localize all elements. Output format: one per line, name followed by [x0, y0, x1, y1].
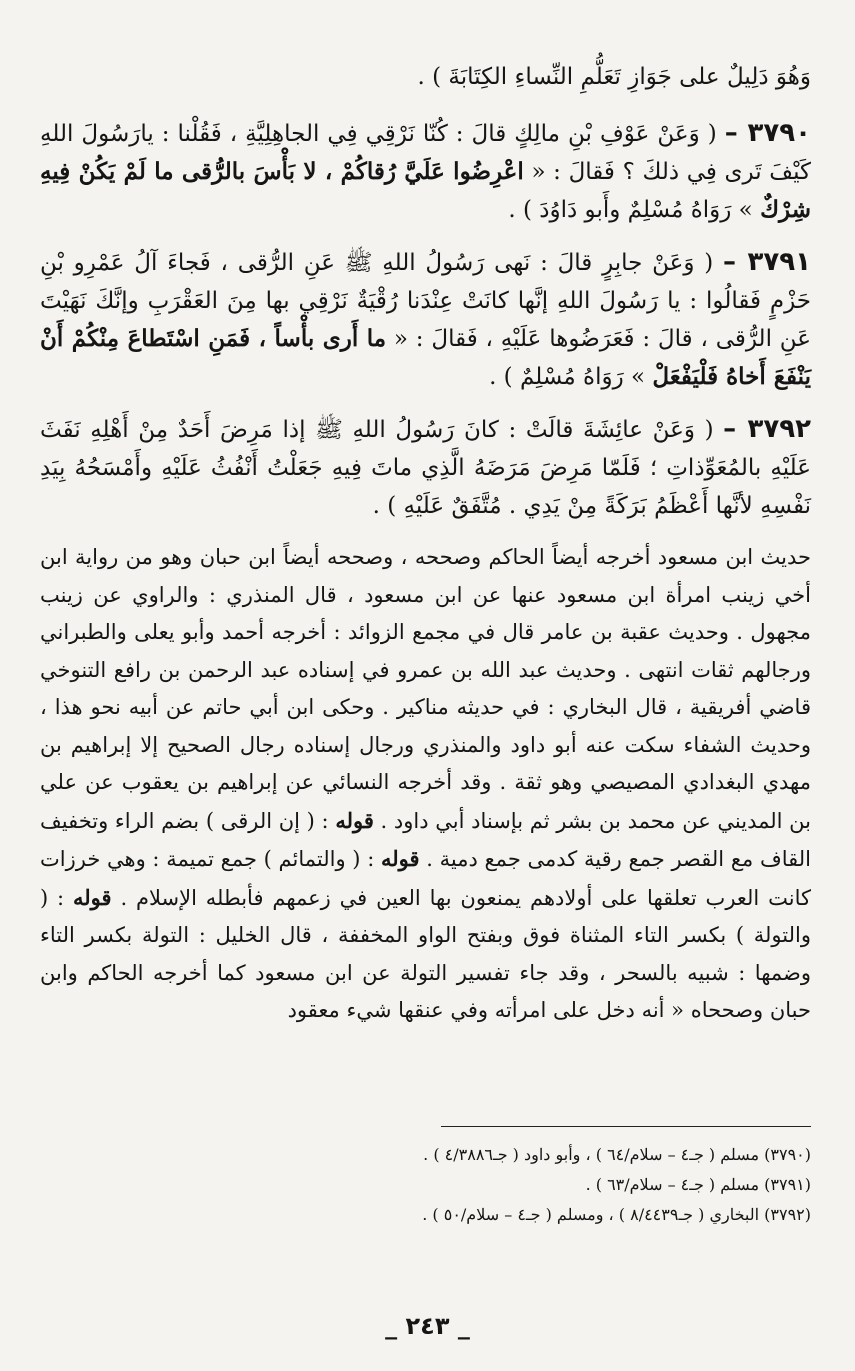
hadith-text: ( وَعَنْ عائِشَةَ قالَتْ : كانَ رَسُولُ اللهِ ﷺ إذا مَرِضَ أَحَدٌ مِنْ أَهْلِهِ نَفَثَ عَلَيْهِ بالمُعَوِّذاتِ ؛ فَلَمّا مَرِضَ مَرَضَهُ الَّذِي ماتَ فِيهِ جَعَلْتُ أَنْفُثُ عَلَيْهِ وأَمْسَحُهُ بِيَدِ نَفْسِهِ لأنَّها أَعْظَمُ بَرَكَةً مِنْ يَدِي . مُتَّفَقٌ عَلَيْهِ ) . — [40, 417, 811, 519]
hadith-number: ٣٧٩٢ – — [723, 414, 811, 444]
qawluhu-label: قوله — [380, 846, 420, 871]
hadith-source: » رَوَاهُ مُسْلِمٌ ) . — [489, 364, 646, 390]
footnotes — [271, 1140, 811, 1230]
hadith-text: ( وَعَنْ عَوْفِ بْنِ مالِكٍ قالَ : كُنّا نَرْقِي فِي الجاهِلِيَّةِ ، فَقُلْنا : يارَسُولَ اللهِ كَيْفَ تَرى فِي ذلكَ ؟ فَقالَ : « — [40, 121, 811, 185]
commentary-text: : ( والتولة ) بكسر التاء المثناة فوق وبفتح الواو المخففة ، قال الخليل : التولة بكسر التاء وضمها : شبيه بالسحر ، وقد جاء تفسير التولة عن ابن مسعود كما أخرجه الحاكم وابن حبان وصححاه « أنه دخل على امرأته وفي عنقها شيء معقود — [40, 885, 811, 1022]
hadith-source: » رَوَاهُ مُسْلِمٌ وأَبو دَاوُدَ ) . — [508, 197, 753, 223]
hadith-quote: اعْرِضُوا عَلَيَّ رُقاكُمْ ، لا بَأْسَ بالرُّقى ما لَمْ يَكُنْ فِيهِ شِرْكٌ — [40, 158, 811, 223]
footnote: (٣٧٩٢) البخاري ( جـ٨/٤٤٣٩ ) ، ومسلم ( جـ٤ – سلام/٥٠ ) . — [422, 1205, 811, 1224]
hadith-text: ( وَعَنْ جابِرٍ قالَ : نَهى رَسُولُ اللهِ ﷺ عَنِ الرُّقى ، فَجاءَ آلُ عَمْرِو بْنِ حَزْمٍ فَقالُوا : يا رَسُولَ اللهِ إنَّها كانَتْ عِنْدَنا رُقْيَةٌ نَرْقِي بها مِنَ العَقْرَبِ وإنَّكَ نَهَيْتَ عَنِ الرُّقى ، قالَ : فَعَرَضُوها عَلَيْهِ ، فَقالَ : « — [40, 250, 812, 352]
footnote: (٣٧٩١) مسلم ( جـ٤ – سلام/٦٣ ) . — [585, 1175, 811, 1194]
hadith-quote: ما أَرى بأْساً ، فَمَنِ اسْتَطاعَ مِنْكُمْ أَنْ يَنْفَعَ أَخاهُ فَلْيَفْعَلْ — [40, 325, 811, 390]
hadith-number: ٣٧٩٠ – — [724, 118, 811, 148]
commentary-text: حديث ابن مسعود أخرجه أيضاً الحاكم وصححه ، وصححه أيضاً ابن حبان وهو من رواية ابن أخي زينب امرأة ابن مسعود عنها عن ابن مسعود ، قال المنذري : والراوي عن زينب مجهول . وحديث عقبة بن عامر قال في مجمع الزوائد : أخرجه أحمد وأبو يعلى والطبراني ورجالهم ثقات انتهى . وحديث عبد الله بن عمرو في إسناده عبد الرحمن بن رافع التنوخي قاضي أفريقية ، قال البخاري : في حديثه مناكير . وحكى ابن أبي حاتم عن أبيه نحو هذا ، وحديث الشفاء سكت عنه أبو داود والمنذري ورجال إسناده رجال الصحيح إلا إبراهيم بن مهدي البغدادي المصيصي وهو ثقة . وقد أخرجه النسائي عن إبراهيم بن يعقوب عن علي بن المديني عن محمد بن بشر ثم بإسناد أبي داود . — [40, 545, 811, 833]
hadith-3790 — [40, 114, 811, 229]
commentary — [40, 539, 811, 1030]
qawluhu-label: قوله — [73, 884, 112, 910]
hadith-3792 — [40, 410, 811, 525]
hadith-3791 — [40, 243, 811, 396]
commentary-text: : ( والتمائم ) جمع تميمة : وهي خرزات كانت العرب تعلقها على أولادهم يمنعون بها العين في زعمهم فأبطله الإسلام . — [40, 847, 811, 910]
commentary-paragraph — [40, 539, 811, 1030]
intro-line: وَهُوَ دَلِيلٌ على جَوَازِ تَعَلُّمِ النِّساءِ الكِتَابَةَ ) . — [417, 64, 811, 90]
footnote-divider — [441, 1126, 811, 1127]
commentary-text: : ( إن الرقى ) بضم الراء وتخفيف القاف مع القصر جمع رقية كدمى جمع دمية . — [40, 808, 811, 871]
qawluhu-label: قوله — [335, 807, 374, 833]
footnote: (٣٧٩٠) مسلم ( جـ٤ – سلام/٦٤ ) ، وأبو داود ( جـ٤/٣٨٨٦ ) . — [423, 1145, 811, 1164]
hadith-number: ٣٧٩١ – — [723, 247, 811, 277]
page-number: _ ٢٤٣ _ — [385, 1312, 470, 1340]
